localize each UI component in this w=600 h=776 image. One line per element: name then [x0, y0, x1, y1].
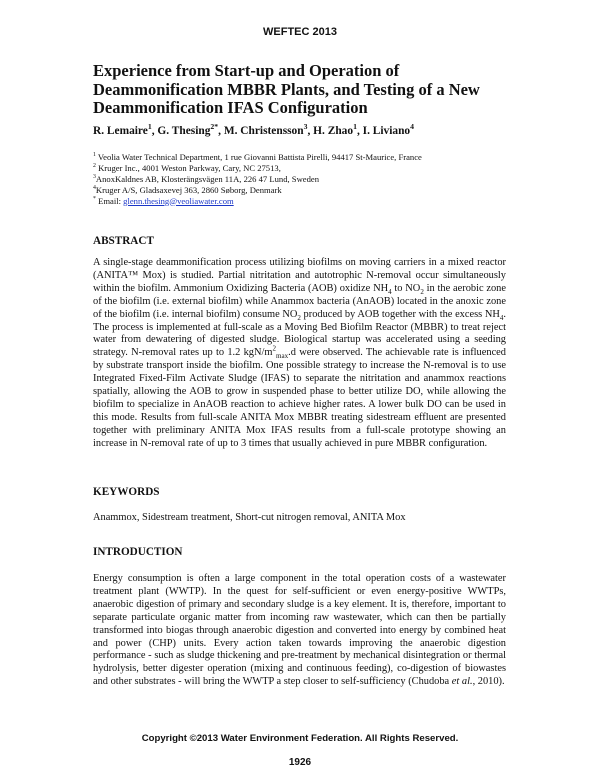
abstract-heading: ABSTRACT — [93, 235, 154, 247]
affiliation-line: $^3$AnoxKaldnes AB, Klosterängsvägen 11A, 226 47 Lund, Sweden — [93, 173, 320, 184]
author-name: H. Zhao — [313, 125, 354, 137]
email-line: * Email: glenn.thesing@veoliawater.com — [93, 195, 234, 206]
author-affil-mark: 3 — [303, 122, 308, 132]
author-affil-mark: 4 — [410, 122, 414, 132]
author-name: I. Liviano — [362, 125, 411, 137]
author-affil-mark: 1 — [147, 122, 152, 132]
author-affil-mark: 2* — [210, 122, 219, 132]
keywords-list: Anammox, Sidestream treatment, Short-cut nitrogen removal, ANITA Mox — [93, 512, 406, 523]
paper-title: Experience from Start-up and Operation of Deammonification MBBR Plants, and Testing of a New Deammonification IFAS Configuration — [93, 61, 480, 117]
affiliation-line: $^1$ Veolia Water Technical Department, 1 rue Giovanni Battista Pirelli, 94417 St-Maurice, France — [93, 152, 422, 162]
copyright-footer: Copyright ©2013 Water Environment Federation. All Rights Reserved. — [141, 733, 459, 744]
running-header: WEFTEC 2013 — [263, 26, 337, 38]
introduction-heading: INTRODUCTION — [93, 546, 183, 558]
author-name: M. Christensson — [223, 125, 304, 137]
author-list: R. Lemaire$^1$, G. Thesing$^{2*}$, M. Christensson$^3$, H. Zhao$^1$, I. Liviano$^4$ — [93, 122, 414, 137]
keywords-heading: KEYWORDS — [93, 486, 160, 498]
introduction-body: Energy consumption is often a large component in the total operation costs of a wastewater treatment plant (WWTP). In the quest for self-sufficient or even energy-positive WWTPs, anaerobic digestion of primary and secondary sludge is a key element. It is, therefore, important to separate particulate organic matter from incoming raw wastewater, which can then be partially transformed into biogas through anaerobic digestion and converted into energy by combined heat and power (CHP) units. Every action taken towards improving the anaerobic digestion performance - such as sludge thickening and pre-treatment by mechanical disintegration or thermal hydrolysis, better digester operation (mixing and continuous feeding), co-digestion of biowastes and other substrates - will bring the WWTP a step closer to self-sufficiency (Chudoba et al., 2010). — [93, 573, 506, 688]
author-name: G. Thesing — [157, 125, 211, 137]
abstract-body: A single-stage deammonification process utilizing biofilms on moving carriers in a mixed reactor (ANITA™ Mox) is studied. Partial nitritation and autotrophic N-removal occur simultaneously within the biofilm. Ammonium Oxidizing Bacteria (AOB) oxidize $NH_4$ to $NO_2$ in the aerobic zone of the biofilm (i.e. external biofilm) while Anammox bacteria (AnAOB) located in the anoxic zone of the biofilm (i.e. internal biofilm) consume $NO_2$ produced by AOB together with the excess $NH_4$. The process is implemented at full-scale as a Moving Bed Biofilm Reactor (MBBR) to treat reject water from dewatering of digested sludge. Biological startup was accelerated using a seeding strategy. N-removal rates up to 1.2 kgN/$m^2_{max}.d$ were observed. The achievable rate is influenced by substrate transport inside the biofilm. One possible strategy to increase the N-removal is to use Integrated Fixed-Film Activate Sludge (IFAS) to separate the nitritation and anammox reactions spatially, allowing the AOB to grow in suspended phase to better utilize DO, while allowing the biofilm to specialize in AnAOB reaction to achieve higher rates. A lower bulk DO can be used in this mode. Results from full-scale ANITA Mox MBBR treating sidestream effluent are presented together with preliminary ANITA Mox IFAS results from a full-scale prototype showing an increase in N-removal rate of up to 3 times that usually achieved in pure MBBR configuration. — [93, 257, 506, 449]
page-number: 1926 — [288, 757, 312, 768]
affiliation-line: $^4$Kruger A/S, Gladsaxevej 363, 2860 Søborg, Denmark — [93, 184, 282, 195]
author-name: R. Lemaire — [93, 125, 148, 137]
author-affil-mark: 1 — [353, 122, 357, 132]
email-link[interactable]: glenn.thesing@veoliawater.com — [123, 195, 234, 206]
affiliation-line: $^2$ Kruger Inc., 4001 Weston Parkway, Cary, NC 27513, — [93, 162, 281, 173]
affiliations — [93, 152, 533, 207]
